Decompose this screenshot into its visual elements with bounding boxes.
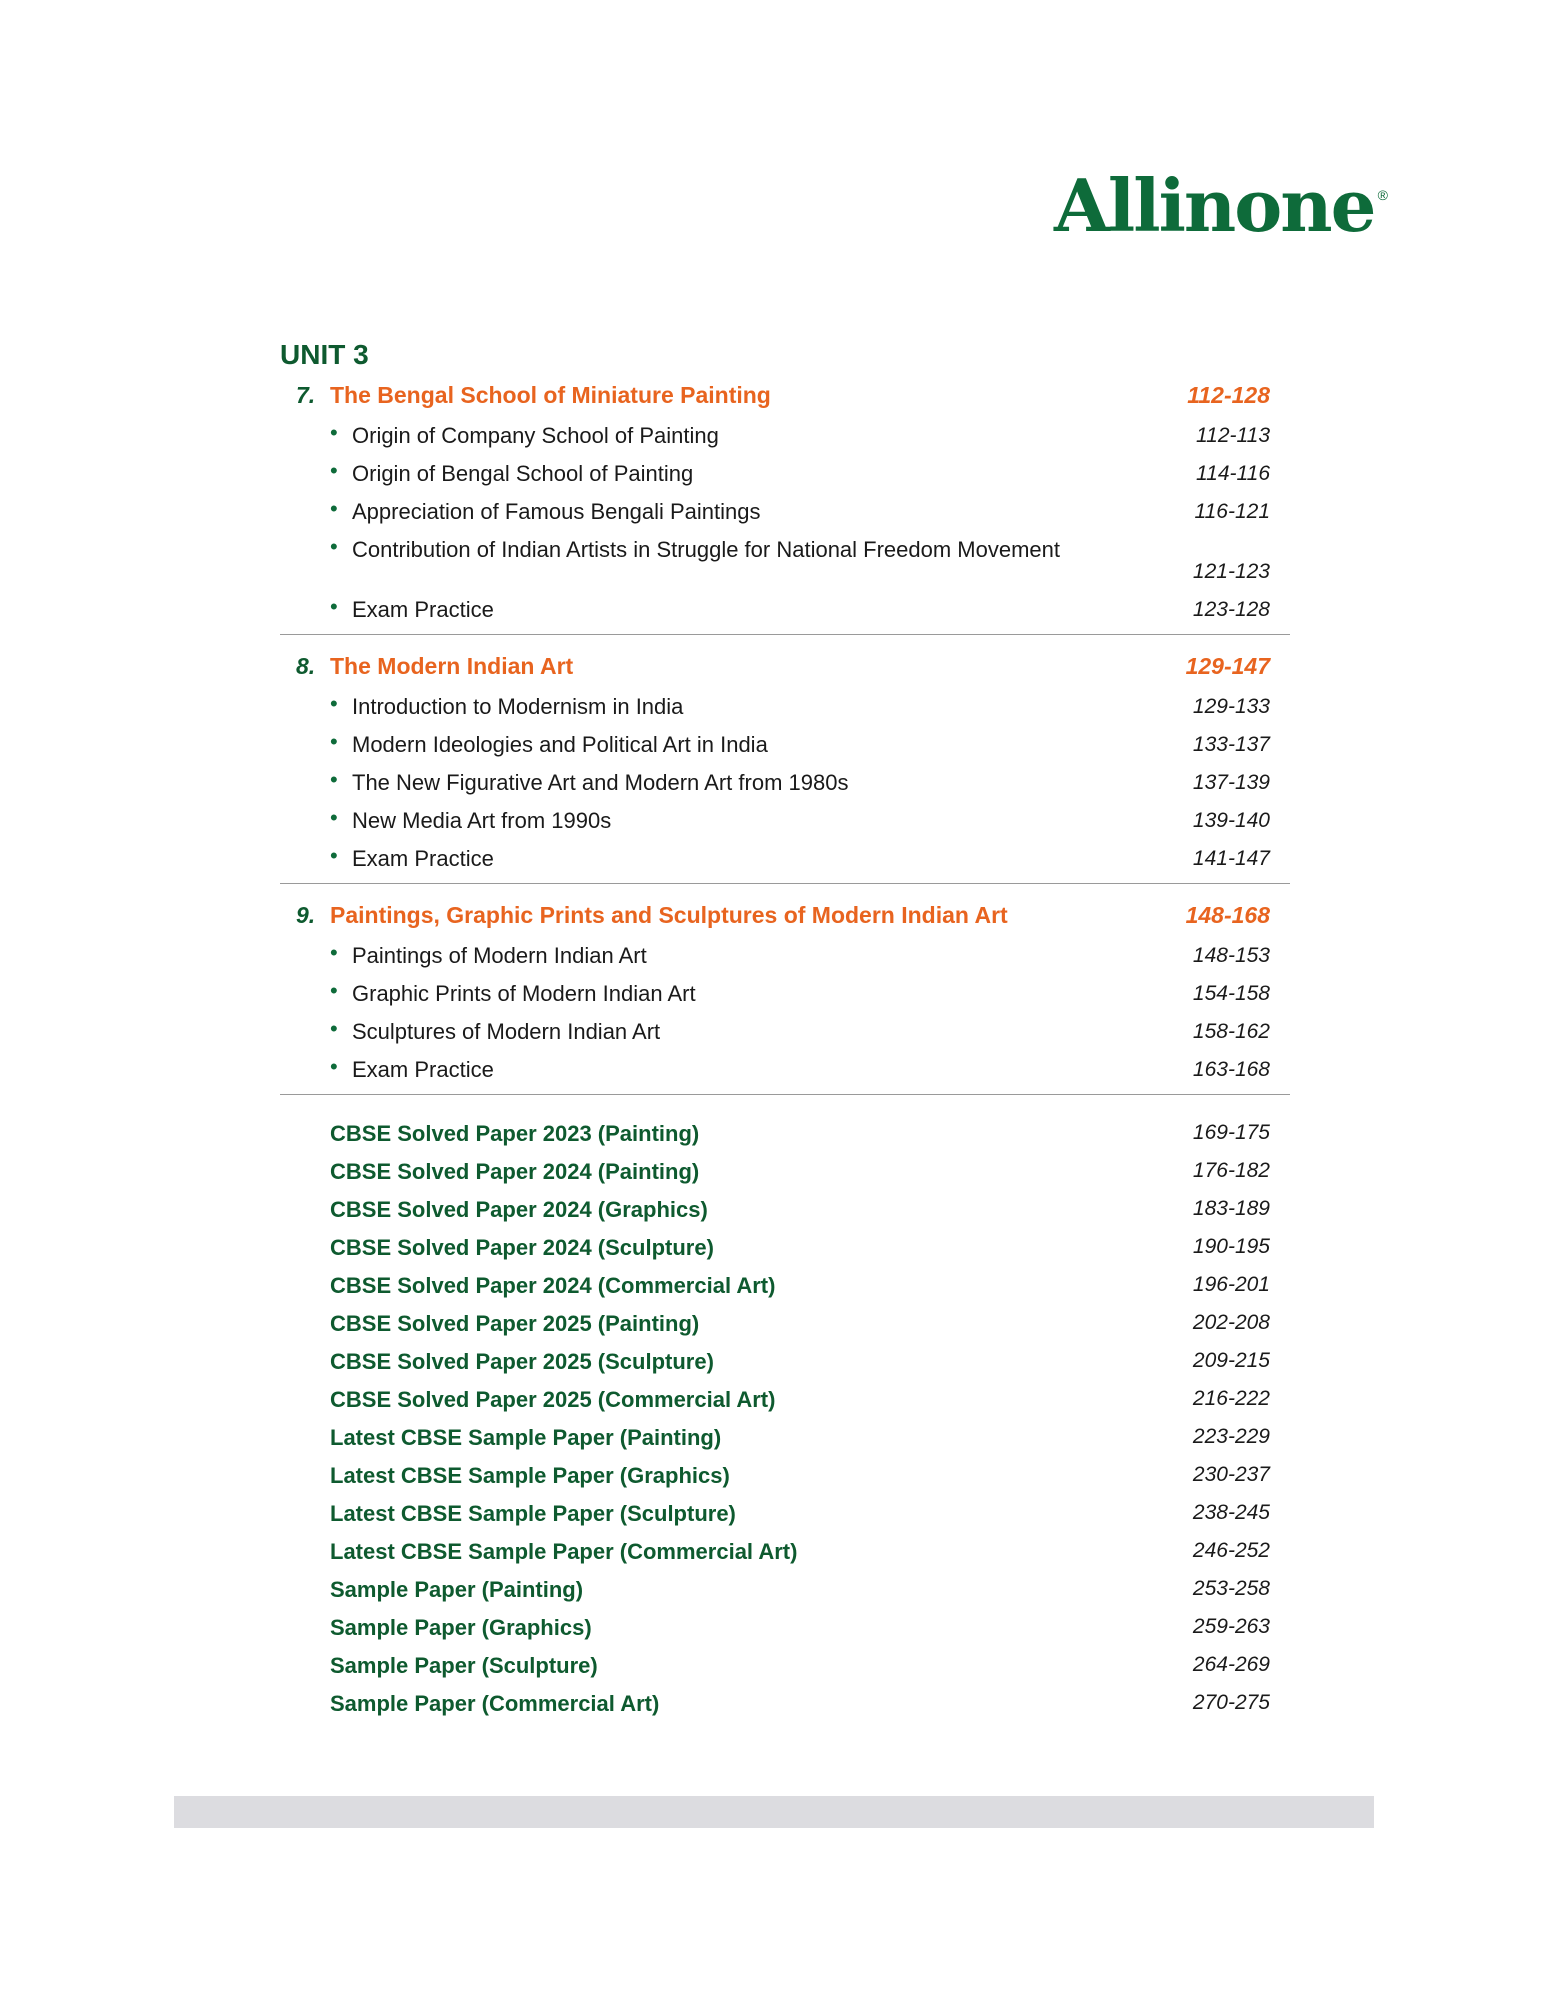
- chapter-title: The Modern Indian Art: [330, 653, 574, 679]
- paper-pages: 264-269: [1192, 1653, 1270, 1676]
- paper-pages: 216-222: [1192, 1387, 1270, 1410]
- chapter-title: The Bengal School of Miniature Painting: [330, 382, 771, 408]
- bullet-icon: •: [330, 1016, 338, 1041]
- paper-entry[interactable]: [280, 1267, 1290, 1305]
- paper-entry[interactable]: [280, 1305, 1290, 1343]
- chapter-heading[interactable]: [280, 647, 1290, 687]
- paper-title: CBSE Solved Paper 2024 (Commercial Art): [330, 1273, 776, 1298]
- toc-item-pages: 121-123: [1192, 560, 1270, 583]
- paper-entry[interactable]: [280, 1609, 1290, 1647]
- toc-item[interactable]: [280, 839, 1290, 877]
- toc-item[interactable]: [280, 1050, 1290, 1088]
- paper-pages: 183-189: [1192, 1197, 1270, 1220]
- toc-item[interactable]: [280, 530, 1290, 590]
- paper-title: CBSE Solved Paper 2025 (Sculpture): [330, 1349, 714, 1374]
- bullet-icon: •: [330, 496, 338, 521]
- chapter-heading[interactable]: [280, 376, 1290, 416]
- chapter-section: [280, 884, 1290, 1095]
- paper-pages: 270-275: [1192, 1691, 1270, 1714]
- paper-entry[interactable]: [280, 1533, 1290, 1571]
- paper-entry[interactable]: [280, 1191, 1290, 1229]
- toc-item-pages: 123-128: [1192, 598, 1270, 621]
- paper-entry[interactable]: [280, 1115, 1290, 1153]
- toc-item-text: Exam Practice: [352, 1057, 494, 1082]
- toc-item-pages: 141-147: [1192, 847, 1270, 870]
- chapter-section: [280, 635, 1290, 884]
- unit-heading: UNIT 3: [280, 339, 369, 370]
- toc-item-pages: 137-139: [1192, 771, 1270, 794]
- paper-title: Latest CBSE Sample Paper (Painting): [330, 1425, 722, 1450]
- paper-title: CBSE Solved Paper 2023 (Painting): [330, 1121, 700, 1146]
- chapter-number: 9.: [296, 902, 316, 928]
- paper-pages: 253-258: [1192, 1577, 1270, 1600]
- toc-item-text: Origin of Company School of Painting: [352, 423, 719, 448]
- brand-logo: [1054, 163, 1388, 248]
- paper-title: CBSE Solved Paper 2025 (Painting): [330, 1311, 700, 1336]
- chapter-section: [280, 376, 1290, 635]
- bullet-icon: •: [330, 691, 338, 716]
- bullet-icon: •: [330, 729, 338, 754]
- registered-mark-icon: ®: [1377, 187, 1388, 203]
- paper-entry[interactable]: [280, 1343, 1290, 1381]
- paper-title: Sample Paper (Sculpture): [330, 1653, 598, 1678]
- chapter-pages: 129-147: [1185, 653, 1270, 679]
- paper-entry[interactable]: [280, 1571, 1290, 1609]
- paper-title: Sample Paper (Graphics): [330, 1615, 592, 1640]
- toc-item-text: Paintings of Modern Indian Art: [352, 943, 647, 968]
- toc-item[interactable]: [280, 974, 1290, 1012]
- paper-entry[interactable]: [280, 1647, 1290, 1685]
- bullet-icon: •: [330, 594, 338, 619]
- chapter-pages: 112-128: [1187, 382, 1270, 408]
- toc-item-pages: 116-121: [1194, 500, 1270, 523]
- toc-item-text: Modern Ideologies and Political Art in India: [352, 732, 768, 757]
- toc-item[interactable]: [280, 687, 1290, 725]
- paper-pages: 202-208: [1192, 1311, 1270, 1334]
- toc-item[interactable]: [280, 1012, 1290, 1050]
- paper-title: Latest CBSE Sample Paper (Graphics): [330, 1463, 730, 1488]
- chapter-number: 8.: [296, 653, 316, 679]
- toc-item-pages: 112-113: [1196, 424, 1270, 447]
- table-of-contents: [280, 334, 1290, 1723]
- paper-pages: 169-175: [1192, 1121, 1270, 1144]
- bullet-icon: •: [330, 978, 338, 1003]
- paper-pages: 196-201: [1192, 1273, 1270, 1296]
- paper-title: Latest CBSE Sample Paper (Sculpture): [330, 1501, 736, 1526]
- chapter-number: 7.: [296, 382, 316, 408]
- toc-item-pages: 133-137: [1192, 733, 1270, 756]
- paper-title: CBSE Solved Paper 2024 (Painting): [330, 1159, 700, 1184]
- paper-entry[interactable]: [280, 1685, 1290, 1723]
- toc-item-pages: 158-162: [1192, 1020, 1270, 1043]
- toc-item-text: Exam Practice: [352, 846, 494, 871]
- toc-item[interactable]: [280, 725, 1290, 763]
- toc-item[interactable]: [280, 590, 1290, 628]
- toc-item-pages: 163-168: [1192, 1058, 1270, 1081]
- toc-item-pages: 129-133: [1192, 695, 1270, 718]
- paper-pages: 238-245: [1192, 1501, 1270, 1524]
- paper-entry[interactable]: [280, 1229, 1290, 1267]
- brand-logo-text: Allinone: [1054, 163, 1375, 248]
- paper-entry[interactable]: [280, 1381, 1290, 1419]
- toc-item-text: New Media Art from 1990s: [352, 808, 612, 833]
- paper-title: CBSE Solved Paper 2024 (Sculpture): [330, 1235, 714, 1260]
- paper-pages: 246-252: [1192, 1539, 1270, 1562]
- paper-title: Latest CBSE Sample Paper (Commercial Art): [330, 1539, 798, 1564]
- bullet-icon: •: [330, 420, 338, 445]
- bullet-icon: •: [330, 1054, 338, 1079]
- bullet-icon: •: [330, 940, 338, 965]
- paper-pages: 190-195: [1192, 1235, 1270, 1258]
- toc-item-text: Origin of Bengal School of Painting: [352, 461, 694, 486]
- toc-item-text: Sculptures of Modern Indian Art: [352, 1019, 661, 1044]
- paper-entry[interactable]: [280, 1153, 1290, 1191]
- toc-item-text: Exam Practice: [352, 597, 494, 622]
- chapter-title: Paintings, Graphic Prints and Sculptures of Modern Indian Art: [330, 902, 1008, 928]
- toc-item-text: Appreciation of Famous Bengali Paintings: [352, 499, 761, 524]
- toc-item-pages: 114-116: [1196, 462, 1270, 485]
- paper-pages: 259-263: [1192, 1615, 1270, 1638]
- paper-entry[interactable]: [280, 1495, 1290, 1533]
- chapter-heading[interactable]: [280, 896, 1290, 936]
- papers-list: [280, 1095, 1290, 1723]
- toc-item[interactable]: [280, 763, 1290, 801]
- bullet-icon: •: [330, 767, 338, 792]
- bullet-icon: •: [330, 805, 338, 830]
- toc-item[interactable]: [280, 801, 1290, 839]
- bullet-icon: •: [330, 534, 338, 559]
- toc-item[interactable]: [280, 416, 1290, 454]
- toc-item-pages: 154-158: [1192, 982, 1270, 1005]
- paper-pages: 223-229: [1192, 1425, 1270, 1448]
- toc-item[interactable]: [280, 936, 1290, 974]
- footer-bar: [174, 1796, 1374, 1828]
- paper-pages: 230-237: [1192, 1463, 1270, 1486]
- paper-entry[interactable]: [280, 1457, 1290, 1495]
- paper-title: Sample Paper (Commercial Art): [330, 1691, 660, 1716]
- paper-title: Sample Paper (Painting): [330, 1577, 584, 1602]
- toc-item-text: The New Figurative Art and Modern Art from 1980s: [352, 770, 849, 795]
- bullet-icon: •: [330, 843, 338, 868]
- toc-item-text: Graphic Prints of Modern Indian Art: [352, 981, 696, 1006]
- toc-item[interactable]: [280, 492, 1290, 530]
- toc-item-text: Introduction to Modernism in India: [352, 694, 684, 719]
- paper-entry[interactable]: [280, 1419, 1290, 1457]
- paper-title: CBSE Solved Paper 2025 (Commercial Art): [330, 1387, 776, 1412]
- paper-title: CBSE Solved Paper 2024 (Graphics): [330, 1197, 708, 1222]
- bullet-icon: •: [330, 458, 338, 483]
- toc-item-pages: 139-140: [1192, 809, 1270, 832]
- toc-item-pages: 148-153: [1192, 944, 1270, 967]
- paper-pages: 209-215: [1192, 1349, 1270, 1372]
- chapter-pages: 148-168: [1185, 902, 1270, 928]
- toc-item[interactable]: [280, 454, 1290, 492]
- paper-pages: 176-182: [1192, 1159, 1270, 1182]
- toc-item-text: Contribution of Indian Artists in Struggle for National Freedom Movement: [352, 537, 1061, 562]
